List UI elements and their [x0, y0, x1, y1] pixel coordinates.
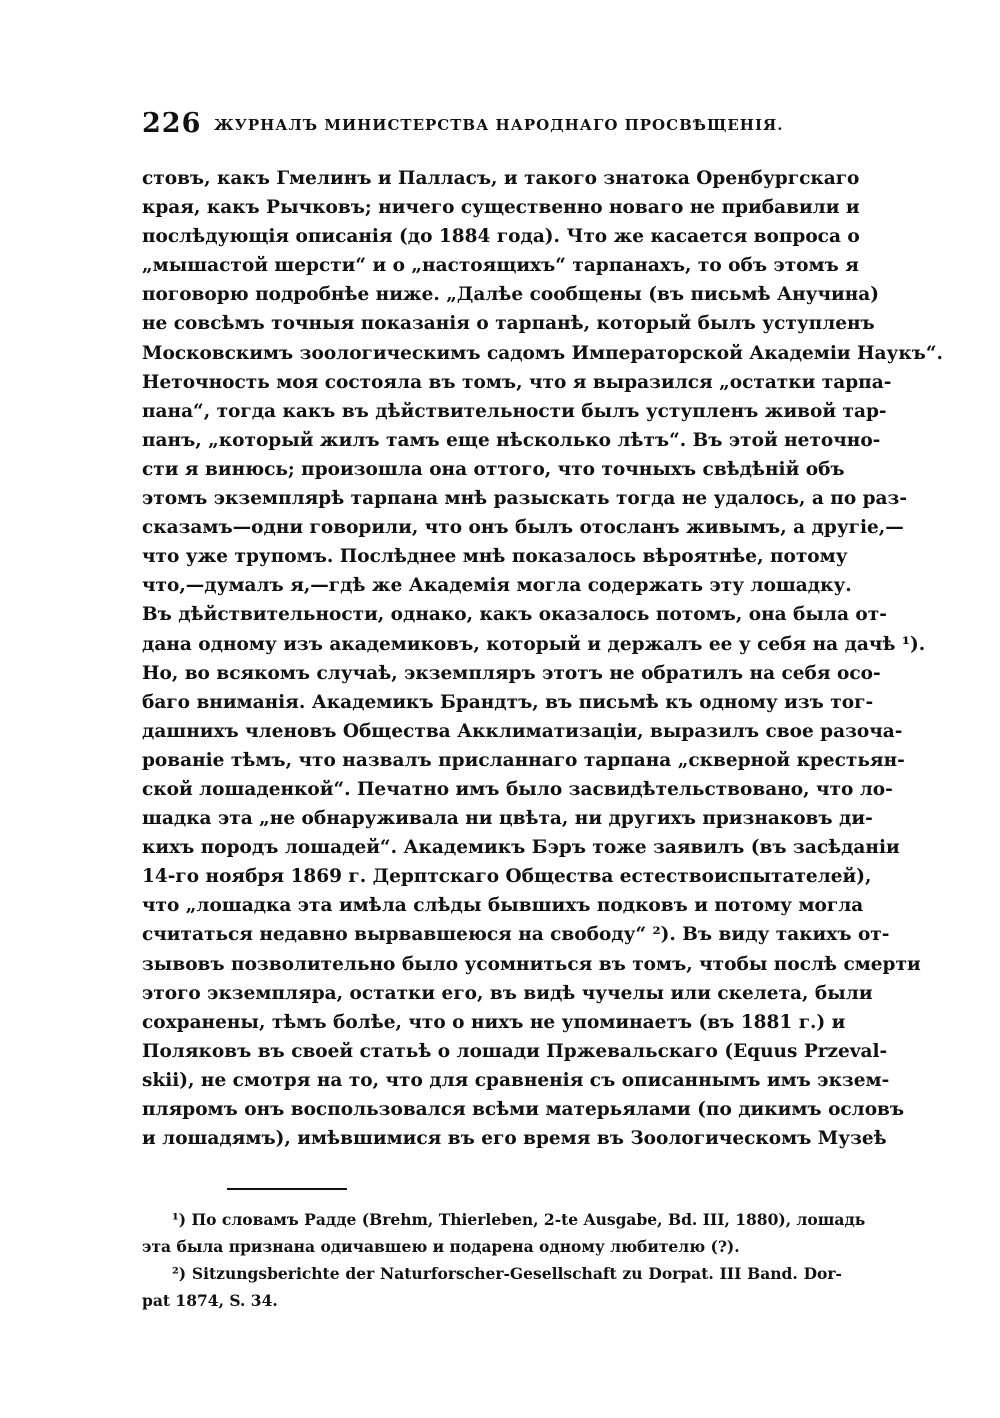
footnote-separator	[227, 1188, 347, 1190]
text-line: что „лошадка эта имѣла слѣды бывшихъ подковъ и потому могла	[142, 895, 864, 917]
text-line: края, какъ Рычковъ; ничего существенно новаго не прибавили и	[142, 197, 860, 219]
text-line: дашнихъ членовъ Общества Акклиматизаціи, выразилъ свое разоча-	[142, 720, 903, 742]
text-line: что,—думалъ я,—гдѣ же Академія могла содержать эту лошадку.	[142, 575, 852, 597]
text-line: панъ, „который жилъ тамъ еще нѣсколько лѣтъ“. Въ этой неточно-	[142, 429, 881, 451]
text-line: шадка эта „не обнаруживала ни цвѣта, ни другихъ признаковъ ди-	[142, 808, 873, 830]
text-line: дана одному изъ академиковъ, который и держалъ ее у себя на дачѣ ¹).	[142, 633, 926, 655]
text-line: Но, во всякомъ случаѣ, экземпляръ этотъ не обратилъ на себя осо-	[142, 662, 881, 684]
text-line: пана“, тогда какъ въ дѣйствительности былъ уступленъ живой тар-	[142, 400, 887, 422]
text-line: сти я винюсь; произошла она оттого, что точныхъ свѣдѣній объ	[142, 458, 845, 480]
footnote-line: pat 1874, S. 34.	[142, 1291, 278, 1310]
text-line: skii), не смотря на то, что для сравненія съ описаннымъ имъ экзем-	[142, 1069, 890, 1091]
text-line: не совсѣмъ точныя показанія о тарпанѣ, который былъ уступленъ	[142, 313, 875, 335]
text-line: сказамъ—одни говорили, что онъ былъ отосланъ живымъ, а другіе,—	[142, 517, 904, 539]
text-line: что уже трупомъ. Послѣднее мнѣ показалось вѣроятнѣе, потому	[142, 546, 848, 568]
text-line: стовъ, какъ Гмелинъ и Палласъ, и такого знатока Оренбургскаго	[142, 168, 860, 189]
text-line: и лошадямъ), имѣвшимися въ его время въ Зоологическомъ Музеѣ	[142, 1128, 887, 1150]
text-line: послѣдующія описанія (до 1884 года). Что же касается вопроса о	[142, 226, 860, 248]
text-line: этого экземпляра, остатки его, въ видѣ чучелы или скелета, были	[142, 982, 873, 1004]
text-line: рованіе тѣмъ, что назвалъ присланнаго тарпана „скверной крестьян-	[142, 749, 905, 771]
footnote-line: эта была признана одичавшею и подарена одному любителю (?).	[142, 1237, 740, 1256]
text-line: считаться недавно вырвавшеюся на свободу“ ²). Въ виду такихъ от-	[142, 924, 890, 946]
text-line: пляромъ онъ воспользовался всѣми матерьялами (по дикимъ ословъ	[142, 1099, 905, 1120]
text-line: кихъ породъ лошадей“. Академикъ Бэръ тоже заявилъ (въ засѣданіи	[142, 837, 900, 859]
footnote-line: ¹) По словамъ Радде (Brehm, Thierleben, 2-te Ausgabe, Bd. III, 1880), лошадь	[172, 1210, 866, 1229]
running-head: ЖУРНАЛЪ МИНИСТЕРСТВА НАРОДНАГО ПРОСВѢЩЕНІЯ.	[214, 116, 784, 134]
text-line: баго вниманія. Академикъ Брандтъ, въ письмѣ къ одному изъ тог-	[142, 691, 874, 713]
body-text	[142, 164, 943, 1153]
text-line: зывовъ позволительно было усомниться въ томъ, чтобы послѣ смерти	[142, 953, 921, 975]
text-line: Поляковъ въ своей статьѣ о лошади Пржевальскаго (Equus Przeval-	[142, 1040, 888, 1062]
footnotes	[142, 1206, 866, 1314]
text-line: ской лошаденкой“. Печатно имъ было засвидѣтельствовано, что ло-	[142, 778, 893, 800]
text-line: поговорю подробнѣе ниже. „Далѣе сообщены (въ письмѣ Анучина)	[142, 284, 880, 306]
text-line: „мышастой шерсти“ и о „настоящихъ“ тарпанахъ, то объ этомъ я	[142, 255, 859, 277]
text-line: Въ дѣйствительности, однако, какъ оказалось потомъ, она была от-	[142, 604, 887, 626]
page-number: 226	[142, 108, 202, 139]
page-header	[142, 108, 842, 144]
text-line: этомъ экземплярѣ тарпана мнѣ разыскать тогда не удалось, а по раз-	[142, 488, 908, 510]
text-line: Неточность моя состояла въ томъ, что я выразился „остатки тарпа-	[142, 371, 892, 393]
text-line: 14-го ноября 1869 г. Дерптскаго Общества естествоиспытателей),	[142, 866, 872, 888]
text-line: Московскимъ зоологическимъ садомъ Императорской Академіи Наукъ“.	[142, 342, 943, 364]
footnote-line: ²) Sitzungsberichte der Naturforscher-Gesellschaft zu Dorpat. III Band. Dor-	[172, 1264, 842, 1283]
text-line: сохранены, тѣмъ болѣе, что о нихъ не упоминаетъ (въ 1881 г.) и	[142, 1011, 846, 1033]
